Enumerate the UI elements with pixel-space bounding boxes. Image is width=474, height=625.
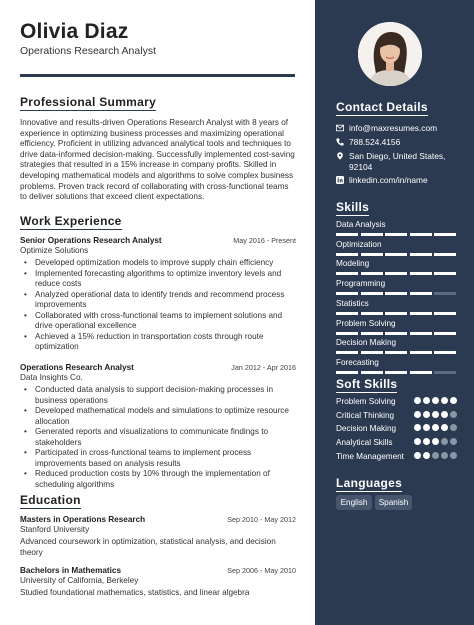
skill-level-segment — [361, 292, 383, 295]
skill-item — [336, 299, 456, 315]
skill-level-segment — [410, 351, 432, 354]
skill-level-segment — [385, 312, 407, 315]
skill-level-segment — [434, 253, 456, 256]
skill-level-segment — [336, 371, 358, 374]
rating-dot — [441, 411, 448, 418]
skill-level-segment — [434, 233, 456, 236]
job-bullets — [20, 385, 296, 490]
rating-dot — [414, 424, 421, 431]
rating-dot — [450, 397, 457, 404]
mail-icon — [336, 124, 344, 132]
skill-level-segment — [361, 272, 383, 275]
education-heading: Education — [20, 493, 81, 507]
soft-skill-rating — [414, 438, 464, 446]
soft-skill-name: Analytical Skills — [336, 438, 393, 447]
language-chip: Spanish — [375, 495, 412, 510]
skill-level-segment — [410, 272, 432, 275]
job-company: Data Insights Co. — [20, 373, 83, 382]
degree-title: Bachelors in Mathematics — [20, 566, 122, 575]
education-entry — [20, 566, 296, 599]
skill-level-segment — [385, 233, 407, 236]
skill-level-segment — [336, 312, 358, 315]
skill-level-segment — [336, 253, 358, 256]
soft-skill-name: Decision Making — [336, 424, 397, 433]
education-date: Sep 2006 - May 2010 — [227, 566, 296, 575]
header-divider — [20, 74, 295, 77]
candidate-name: Olivia Diaz — [20, 20, 129, 43]
skill-level-segment — [361, 312, 383, 315]
linkedin-icon — [336, 176, 344, 184]
job-bullet: • Generated reports and visualizations to communicate findings to stakeholders — [20, 427, 296, 448]
rating-dot — [423, 424, 430, 431]
skills-heading: Skills — [336, 200, 370, 214]
candidate-role: Operations Research Analyst — [20, 45, 156, 57]
job-title: Operations Research Analyst — [20, 363, 134, 372]
rating-dot — [423, 411, 430, 418]
experience-heading: Work Experience — [20, 214, 122, 228]
phone-text: 788.524.4156 — [349, 137, 401, 147]
location-pin-icon — [336, 152, 344, 160]
rating-dot — [450, 452, 457, 459]
skill-level-segment — [410, 253, 432, 256]
skill-name: Modeling — [336, 259, 370, 269]
skill-level-segment — [336, 292, 358, 295]
skill-level-segment — [336, 351, 358, 354]
skill-level-segment — [385, 272, 407, 275]
soft-skill-name: Problem Solving — [336, 397, 396, 406]
job-entry — [20, 236, 296, 353]
rating-dot — [441, 438, 448, 445]
languages-heading: Languages — [336, 476, 403, 490]
skill-level-segment — [410, 312, 432, 315]
education-description: Advanced coursework in optimization, statistical analysis, and decision theory — [20, 537, 276, 557]
skill-level-segment — [361, 371, 383, 374]
skill-level-segment — [361, 253, 383, 256]
profile-photo — [358, 22, 422, 86]
skill-level-segment — [336, 272, 358, 275]
skill-level-segment — [434, 272, 456, 275]
rating-dot — [432, 397, 439, 404]
school-name: Stanford University — [20, 525, 90, 534]
rating-dot — [432, 452, 439, 459]
skill-item — [336, 358, 456, 374]
soft-skill-rating — [414, 411, 464, 419]
job-entry — [20, 363, 296, 490]
soft-skill-item — [336, 424, 461, 434]
skill-name: Forecasting — [336, 357, 379, 367]
skill-name: Programming — [336, 279, 386, 289]
skill-level-bar — [336, 332, 456, 335]
skill-level-segment — [385, 371, 407, 374]
job-bullet: • Participated in cross-functional teams to implement process improvements based on analysis results — [20, 448, 296, 469]
rating-dot — [423, 438, 430, 445]
soft-skill-rating — [414, 397, 464, 405]
degree-title: Masters in Operations Research — [20, 515, 146, 524]
soft-skill-name: Critical Thinking — [336, 411, 395, 420]
skill-item — [336, 240, 456, 256]
school-name: University of California, Berkeley — [20, 576, 139, 585]
rating-dot — [432, 424, 439, 431]
rating-dot — [450, 438, 457, 445]
email-text: info@maxresumes.com — [349, 123, 438, 133]
skill-name: Problem Solving — [336, 318, 396, 328]
education-entry — [20, 515, 296, 558]
skill-level-bar — [336, 312, 456, 315]
skill-level-segment — [434, 292, 456, 295]
rating-dot — [414, 411, 421, 418]
skill-name: Statistics — [336, 298, 369, 308]
job-company: Optimize Solutions — [20, 246, 89, 255]
skill-level-segment — [410, 233, 432, 236]
rating-dot — [414, 397, 421, 404]
rating-dot — [450, 424, 457, 431]
rating-dot — [450, 411, 457, 418]
job-bullet: • Developed optimization models to improve supply chain efficiency — [20, 258, 296, 269]
skill-name: Data Analysis — [336, 220, 386, 229]
skill-item — [336, 338, 456, 354]
rating-dot — [423, 452, 430, 459]
soft-skill-name: Time Management — [336, 452, 404, 461]
skill-level-segment — [410, 332, 432, 335]
soft-skill-item — [336, 438, 461, 448]
soft-skill-item — [336, 452, 461, 462]
summary-heading: Professional Summary — [20, 95, 157, 109]
skill-name: Decision Making — [336, 338, 397, 348]
rating-dot — [414, 438, 421, 445]
avatar-icon — [358, 22, 422, 86]
skill-level-segment — [361, 351, 383, 354]
rating-dot — [432, 411, 439, 418]
skill-item — [336, 220, 456, 236]
soft-skill-rating — [414, 424, 464, 432]
job-bullet: • Implemented forecasting algorithms to optimize inventory levels and reduce costs — [20, 269, 296, 290]
skill-level-segment — [336, 233, 358, 236]
skill-level-segment — [410, 292, 432, 295]
rating-dot — [423, 397, 430, 404]
language-chip: English — [336, 495, 372, 510]
skill-level-bar — [336, 253, 456, 256]
job-date: May 2016 - Present — [233, 236, 296, 245]
job-date: Jan 2012 - Apr 2016 — [231, 363, 296, 372]
education-date: Sep 2010 - May 2012 — [227, 515, 296, 524]
skill-level-bar — [336, 351, 456, 354]
skill-level-segment — [410, 371, 432, 374]
address-text: San Diego, United States, 92104 — [349, 151, 446, 172]
rating-dot — [441, 452, 448, 459]
job-bullet: • Analyzed operational data to identify trends and recommend process improvements — [20, 290, 296, 311]
soft-skill-item — [336, 411, 461, 421]
rating-dot — [432, 438, 439, 445]
soft-skill-item — [336, 397, 461, 407]
soft-skill-rating — [414, 452, 464, 460]
skill-item — [336, 319, 456, 335]
skill-level-segment — [361, 332, 383, 335]
skill-level-segment — [361, 233, 383, 236]
skill-level-bar — [336, 233, 456, 236]
job-bullet: • Achieved a 15% reduction in transportation costs through route optimization — [20, 332, 296, 353]
skill-level-bar — [336, 292, 456, 295]
skill-item — [336, 279, 456, 295]
job-bullets — [20, 258, 296, 353]
contact-heading: Contact Details — [336, 100, 428, 114]
rating-dot — [441, 397, 448, 404]
job-bullet: • Reduced production costs by 10% through the implementation of scheduling algorithms — [20, 469, 296, 490]
summary-text: Innovative and results-driven Operations Research Analyst with 8 years of experience in optimizing business processes and maximizing operational efficiency. Proficient in utilizing advanced analytical tools and techniques to drive data-informed decision-making. Successfully implemented cost-saving strategies that resulted in a 15% increase in company profits. Skilled in developing mathematical models and algorithms to solve complex business problems. Proven track record of collaborating with cross-functional teams to deliver solutions that exceed client expectations. — [20, 118, 295, 202]
linkedin-text: linkedin.com/in/name — [349, 175, 428, 185]
rating-dot — [414, 452, 421, 459]
phone-icon — [336, 138, 344, 146]
skill-level-segment — [434, 351, 456, 354]
skill-level-bar — [336, 371, 456, 374]
skill-level-segment — [385, 292, 407, 295]
job-bullet: • Conducted data analysis to support decision-making processes in business operations — [20, 385, 296, 406]
skill-level-segment — [434, 312, 456, 315]
job-title: Senior Operations Research Analyst — [20, 236, 162, 245]
skill-level-segment — [385, 253, 407, 256]
skill-level-segment — [385, 332, 407, 335]
job-bullet: • Developed mathematical models and simulations to optimize resource allocation — [20, 406, 296, 427]
skill-level-bar — [336, 272, 456, 275]
job-bullet: • Collaborated with cross-functional teams to implement solutions and drive operational excellence — [20, 311, 296, 332]
skill-level-segment — [336, 332, 358, 335]
skill-item — [336, 259, 456, 275]
skill-level-segment — [434, 371, 456, 374]
rating-dot — [441, 424, 448, 431]
soft-skills-heading: Soft Skills — [336, 377, 398, 391]
skill-name: Optimization — [336, 239, 382, 249]
skill-level-segment — [385, 351, 407, 354]
skill-level-segment — [434, 332, 456, 335]
education-description: Studied foundational mathematics, statistics, and linear algebra — [20, 588, 250, 597]
